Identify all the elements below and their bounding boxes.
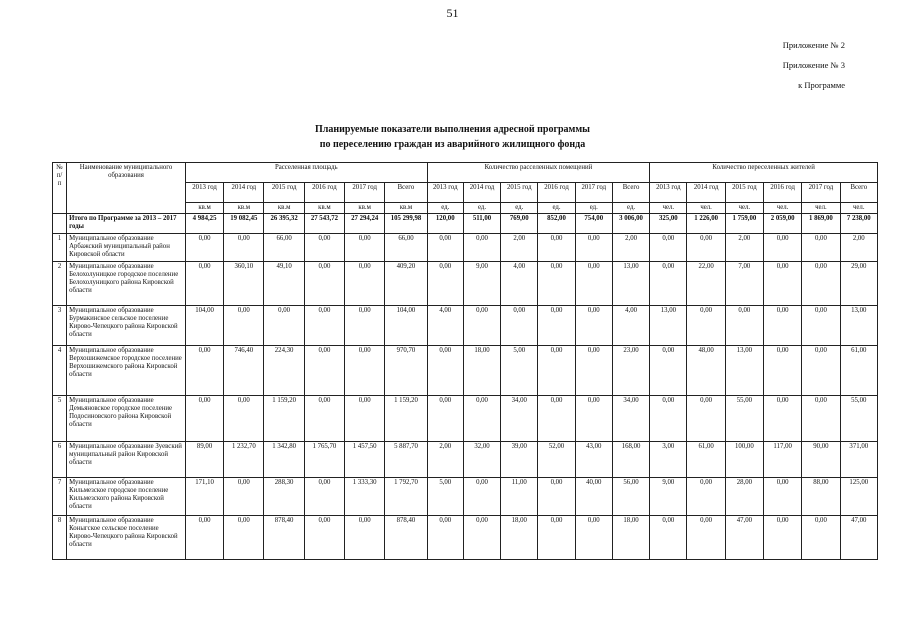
- value-cell: 7,00: [725, 262, 763, 306]
- value-cell: 0,00: [575, 262, 612, 306]
- value-cell: 0,00: [185, 396, 223, 442]
- header-unit-people: чел.: [650, 203, 687, 214]
- total-cell: 1 869,00: [802, 214, 840, 234]
- value-cell: 0,00: [687, 478, 725, 516]
- value-cell: 49,10: [264, 262, 304, 306]
- header-unit-rooms: ед.: [575, 203, 612, 214]
- value-cell: 43,00: [575, 442, 612, 478]
- value-cell: 0,00: [224, 396, 264, 442]
- value-cell: 0,00: [575, 306, 612, 346]
- value-cell: 970,70: [385, 346, 427, 396]
- header-year-people: 2014 год: [687, 183, 725, 203]
- value-cell: 89,00: [185, 442, 223, 478]
- value-cell: 0,00: [304, 346, 344, 396]
- value-cell: 13,00: [650, 306, 687, 346]
- program-indicators-table: [52, 162, 878, 560]
- value-cell: 18,00: [463, 346, 500, 396]
- value-cell: 5,00: [427, 478, 463, 516]
- header-year-rooms: Всего: [612, 183, 649, 203]
- total-cell: 754,00: [575, 214, 612, 234]
- municipality-name: Муниципальное образование Верхошижемское городское поселение Верхошижемского района Кировской области: [67, 346, 186, 396]
- value-cell: 66,00: [264, 234, 304, 262]
- total-cell: 4 984,25: [185, 214, 223, 234]
- table-row: [53, 396, 878, 442]
- value-cell: 746,40: [224, 346, 264, 396]
- header-unit-area: кв.м: [304, 203, 344, 214]
- value-cell: 0,00: [224, 478, 264, 516]
- value-cell: 0,00: [427, 396, 463, 442]
- value-cell: 9,00: [650, 478, 687, 516]
- value-cell: 0,00: [802, 306, 840, 346]
- value-cell: 0,00: [764, 516, 802, 560]
- value-cell: 4,00: [427, 306, 463, 346]
- value-cell: 0,00: [345, 346, 385, 396]
- total-cell: 7 238,00: [840, 214, 877, 234]
- row-number: 8: [53, 516, 67, 560]
- header-group-people: Количество переселенных жителей: [650, 163, 878, 183]
- value-cell: 0,00: [575, 516, 612, 560]
- value-cell: 29,00: [840, 262, 877, 306]
- value-cell: 2,00: [725, 234, 763, 262]
- value-cell: 47,00: [840, 516, 877, 560]
- value-cell: 0,00: [463, 396, 500, 442]
- value-cell: 55,00: [840, 396, 877, 442]
- header-year-area: 2015 год: [264, 183, 304, 203]
- table-row: [53, 516, 878, 560]
- value-cell: 32,00: [463, 442, 500, 478]
- total-cell: 105 299,98: [385, 214, 427, 234]
- value-cell: 0,00: [802, 262, 840, 306]
- value-cell: 0,00: [802, 516, 840, 560]
- municipality-name: Муниципальное образование Демьяновское городское поселение Подосиновского района Кировской области: [67, 396, 186, 442]
- value-cell: 288,30: [264, 478, 304, 516]
- header-year-rooms: 2017 год: [575, 183, 612, 203]
- value-cell: 878,40: [264, 516, 304, 560]
- header-group-area: Расселенная площадь: [185, 163, 427, 183]
- value-cell: 0,00: [185, 346, 223, 396]
- value-cell: 0,00: [304, 234, 344, 262]
- value-cell: 18,00: [501, 516, 538, 560]
- value-cell: 0,00: [304, 516, 344, 560]
- value-cell: 371,00: [840, 442, 877, 478]
- row-number: 3: [53, 306, 67, 346]
- value-cell: 48,00: [687, 346, 725, 396]
- header-year-people: 2016 год: [764, 183, 802, 203]
- municipality-name: Муниципальное образование Арбажский муниципальный район Кировской области: [67, 234, 186, 262]
- value-cell: 1 159,20: [385, 396, 427, 442]
- value-cell: 1 792,70: [385, 478, 427, 516]
- value-cell: 3,00: [650, 442, 687, 478]
- value-cell: 9,00: [463, 262, 500, 306]
- value-cell: 1 232,70: [224, 442, 264, 478]
- value-cell: 22,00: [687, 262, 725, 306]
- value-cell: 47,00: [725, 516, 763, 560]
- header-unit-people: чел.: [840, 203, 877, 214]
- page-number: 51: [446, 6, 459, 20]
- value-cell: 0,00: [650, 262, 687, 306]
- value-cell: 1 333,30: [345, 478, 385, 516]
- value-cell: 0,00: [185, 234, 223, 262]
- value-cell: 0,00: [538, 262, 575, 306]
- municipality-name: Муниципальное образование Зуевский муниципальный район Кировской области: [67, 442, 186, 478]
- value-cell: 0,00: [687, 234, 725, 262]
- value-cell: 34,00: [501, 396, 538, 442]
- value-cell: 1 765,70: [304, 442, 344, 478]
- value-cell: 0,00: [345, 516, 385, 560]
- table-row: [53, 442, 878, 478]
- value-cell: 56,00: [612, 478, 649, 516]
- header-unit-rooms: ед.: [463, 203, 500, 214]
- header-unit-rooms: ед.: [501, 203, 538, 214]
- total-row-num: [53, 214, 67, 234]
- value-cell: 2,00: [427, 442, 463, 478]
- header-unit-area: кв.м: [385, 203, 427, 214]
- value-cell: 11,00: [501, 478, 538, 516]
- value-cell: 0,00: [501, 306, 538, 346]
- appendix-line-1: Приложение № 2: [782, 40, 845, 50]
- value-cell: 0,00: [463, 306, 500, 346]
- total-cell: 2 059,00: [764, 214, 802, 234]
- total-cell: 27 543,72: [304, 214, 344, 234]
- total-cell: 3 006,00: [612, 214, 649, 234]
- value-cell: 0,00: [224, 516, 264, 560]
- municipality-name: Муниципальное образование Коныгское сельское поселение Кирово-Чепецкого района Кировской области: [67, 516, 186, 560]
- value-cell: 878,40: [385, 516, 427, 560]
- value-cell: 0,00: [345, 234, 385, 262]
- value-cell: 100,00: [725, 442, 763, 478]
- value-cell: 0,00: [764, 478, 802, 516]
- value-cell: 0,00: [538, 396, 575, 442]
- value-cell: 5 887,70: [385, 442, 427, 478]
- value-cell: 0,00: [185, 516, 223, 560]
- row-number: 2: [53, 262, 67, 306]
- total-cell: 1 759,00: [725, 214, 763, 234]
- value-cell: 13,00: [840, 306, 877, 346]
- header-unit-rooms: ед.: [538, 203, 575, 214]
- value-cell: 0,00: [224, 234, 264, 262]
- header-unit-people: чел.: [725, 203, 763, 214]
- row-number: 6: [53, 442, 67, 478]
- document-title-line-1: Планируемые показатели выполнения адресной программы: [315, 124, 590, 135]
- value-cell: 0,00: [802, 234, 840, 262]
- value-cell: 0,00: [575, 396, 612, 442]
- municipality-name: Муниципальное образование Кильмезское городское поселение Кильмезского района Кировской области: [67, 478, 186, 516]
- value-cell: 0,00: [802, 346, 840, 396]
- value-cell: 171,10: [185, 478, 223, 516]
- value-cell: 360,10: [224, 262, 264, 306]
- value-cell: 0,00: [575, 234, 612, 262]
- row-number: 1: [53, 234, 67, 262]
- value-cell: 0,00: [764, 306, 802, 346]
- appendix-line-2: Приложение № 3: [782, 60, 845, 70]
- value-cell: 1 159,20: [264, 396, 304, 442]
- header-year-people: 2013 год: [650, 183, 687, 203]
- value-cell: 0,00: [427, 262, 463, 306]
- table-row: [53, 306, 878, 346]
- value-cell: 1 457,50: [345, 442, 385, 478]
- value-cell: 18,00: [612, 516, 649, 560]
- value-cell: 90,00: [802, 442, 840, 478]
- table-row: [53, 478, 878, 516]
- total-row: [53, 214, 878, 234]
- header-unit-people: чел.: [764, 203, 802, 214]
- value-cell: 0,00: [304, 262, 344, 306]
- header-unit-people: чел.: [687, 203, 725, 214]
- value-cell: 28,00: [725, 478, 763, 516]
- total-cell: 120,00: [427, 214, 463, 234]
- header-group-rooms: Количество расселенных помещений: [427, 163, 650, 183]
- value-cell: 0,00: [538, 478, 575, 516]
- header-year-rooms: 2013 год: [427, 183, 463, 203]
- value-cell: 55,00: [725, 396, 763, 442]
- value-cell: 0,00: [427, 516, 463, 560]
- total-cell: 325,00: [650, 214, 687, 234]
- header-year-area: 2016 год: [304, 183, 344, 203]
- value-cell: 0,00: [764, 234, 802, 262]
- total-row-name: Итого по Программе за 2013 – 2017 годы: [67, 214, 186, 234]
- municipality-name: Муниципальное образование Белохолуницкое городское поселение Белохолуницкого района Кировской области: [67, 262, 186, 306]
- header-year-area: Всего: [385, 183, 427, 203]
- value-cell: 0,00: [463, 234, 500, 262]
- value-cell: 0,00: [304, 306, 344, 346]
- value-cell: 0,00: [345, 306, 385, 346]
- value-cell: 4,00: [501, 262, 538, 306]
- value-cell: 0,00: [650, 234, 687, 262]
- value-cell: 0,00: [463, 516, 500, 560]
- row-number: 4: [53, 346, 67, 396]
- header-unit-rooms: ед.: [427, 203, 463, 214]
- value-cell: 5,00: [501, 346, 538, 396]
- value-cell: 125,00: [840, 478, 877, 516]
- value-cell: 0,00: [764, 346, 802, 396]
- value-cell: 0,00: [802, 396, 840, 442]
- value-cell: 2,00: [612, 234, 649, 262]
- total-cell: 769,00: [501, 214, 538, 234]
- value-cell: 40,00: [575, 478, 612, 516]
- value-cell: 0,00: [538, 346, 575, 396]
- value-cell: 88,00: [802, 478, 840, 516]
- value-cell: 1 342,80: [264, 442, 304, 478]
- value-cell: 0,00: [345, 396, 385, 442]
- value-cell: 0,00: [687, 516, 725, 560]
- total-cell: 26 395,32: [264, 214, 304, 234]
- total-cell: 27 294,24: [345, 214, 385, 234]
- header-row-groups: [53, 163, 878, 183]
- header-num: № п/п: [53, 163, 67, 214]
- header-year-people: 2017 год: [802, 183, 840, 203]
- table-row: [53, 234, 878, 262]
- value-cell: 0,00: [185, 262, 223, 306]
- row-number: 7: [53, 478, 67, 516]
- value-cell: 2,00: [501, 234, 538, 262]
- header-year-area: 2013 год: [185, 183, 223, 203]
- header-unit-area: кв.м: [264, 203, 304, 214]
- value-cell: 4,00: [612, 306, 649, 346]
- value-cell: 0,00: [304, 396, 344, 442]
- value-cell: 0,00: [725, 306, 763, 346]
- value-cell: 66,00: [385, 234, 427, 262]
- value-cell: 0,00: [538, 234, 575, 262]
- header-year-rooms: 2014 год: [463, 183, 500, 203]
- value-cell: 0,00: [345, 262, 385, 306]
- value-cell: 0,00: [538, 516, 575, 560]
- total-cell: 1 226,00: [687, 214, 725, 234]
- appendix-line-3: к Программе: [798, 80, 845, 90]
- value-cell: 0,00: [264, 306, 304, 346]
- table-row: [53, 346, 878, 396]
- value-cell: 168,00: [612, 442, 649, 478]
- header-year-people: 2015 год: [725, 183, 763, 203]
- value-cell: 0,00: [650, 396, 687, 442]
- value-cell: 23,00: [612, 346, 649, 396]
- header-unit-area: кв.м: [345, 203, 385, 214]
- value-cell: 0,00: [650, 346, 687, 396]
- header-year-rooms: 2015 год: [501, 183, 538, 203]
- total-cell: 852,00: [538, 214, 575, 234]
- value-cell: 0,00: [764, 396, 802, 442]
- header-unit-rooms: ед.: [612, 203, 649, 214]
- total-cell: 19 082,45: [224, 214, 264, 234]
- table-row: [53, 262, 878, 306]
- value-cell: 104,00: [185, 306, 223, 346]
- value-cell: 0,00: [224, 306, 264, 346]
- value-cell: 0,00: [764, 262, 802, 306]
- value-cell: 104,00: [385, 306, 427, 346]
- header-year-rooms: 2016 год: [538, 183, 575, 203]
- value-cell: 0,00: [427, 234, 463, 262]
- value-cell: 13,00: [612, 262, 649, 306]
- header-year-people: Всего: [840, 183, 877, 203]
- row-number: 5: [53, 396, 67, 442]
- document-title-line-2: по переселению граждан из аварийного жилищного фонда: [319, 139, 586, 150]
- value-cell: 61,00: [840, 346, 877, 396]
- value-cell: 0,00: [463, 478, 500, 516]
- header-unit-area: кв.м: [185, 203, 223, 214]
- value-cell: 224,30: [264, 346, 304, 396]
- value-cell: 117,00: [764, 442, 802, 478]
- header-unit-people: чел.: [802, 203, 840, 214]
- value-cell: 0,00: [575, 346, 612, 396]
- header-unit-area: кв.м: [224, 203, 264, 214]
- total-cell: 511,00: [463, 214, 500, 234]
- value-cell: 0,00: [687, 306, 725, 346]
- value-cell: 0,00: [538, 306, 575, 346]
- value-cell: 0,00: [687, 396, 725, 442]
- value-cell: 39,00: [501, 442, 538, 478]
- value-cell: 13,00: [725, 346, 763, 396]
- value-cell: 2,00: [840, 234, 877, 262]
- header-year-area: 2017 год: [345, 183, 385, 203]
- value-cell: 61,00: [687, 442, 725, 478]
- value-cell: 409,20: [385, 262, 427, 306]
- header-name: Наименование муниципального образования: [67, 163, 186, 214]
- municipality-name: Муниципальное образование Бурмакинское сельское поселение Кирово-Чепецкого района Кировской области: [67, 306, 186, 346]
- value-cell: 52,00: [538, 442, 575, 478]
- value-cell: 0,00: [427, 346, 463, 396]
- value-cell: 0,00: [304, 478, 344, 516]
- value-cell: 0,00: [650, 516, 687, 560]
- value-cell: 34,00: [612, 396, 649, 442]
- header-year-area: 2014 год: [224, 183, 264, 203]
